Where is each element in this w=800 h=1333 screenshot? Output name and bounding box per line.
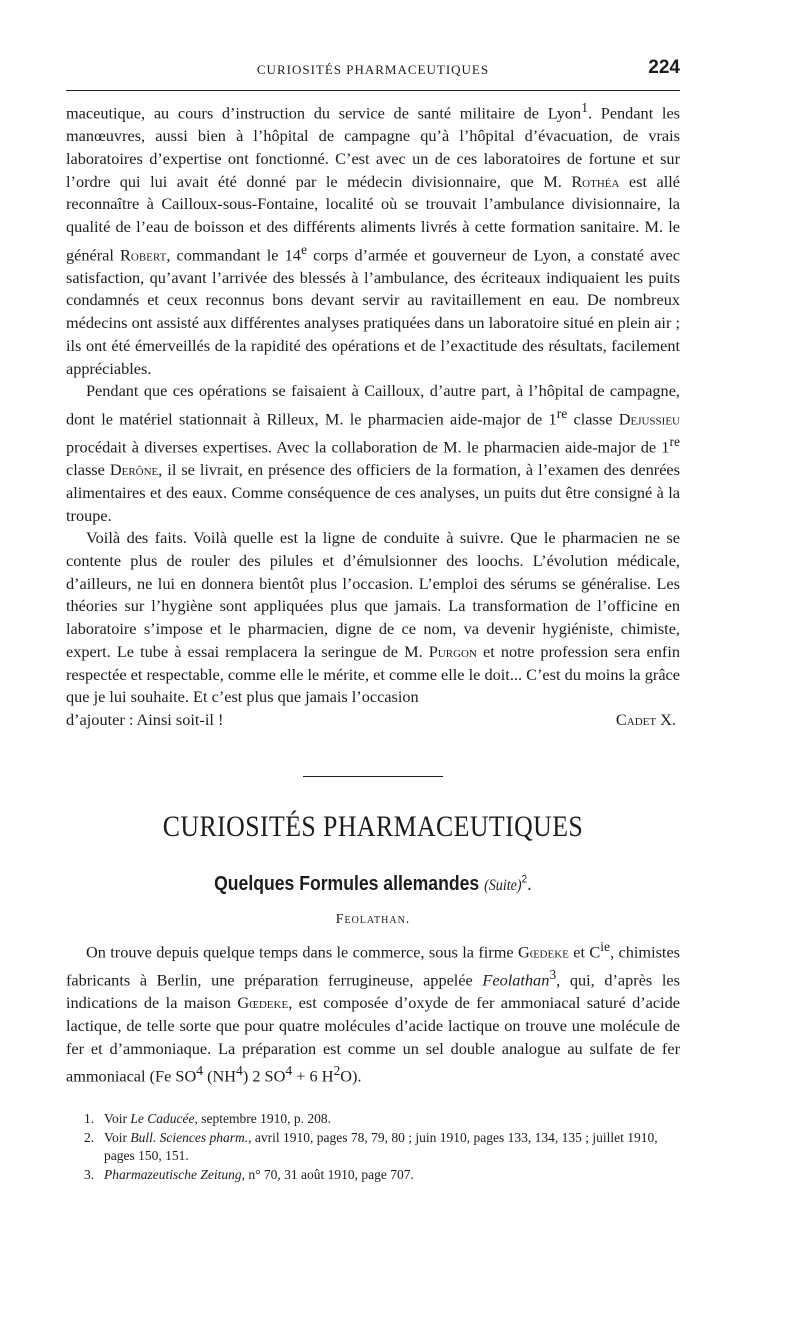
page-number: 224 (648, 57, 680, 78)
person-name: Derône (109, 460, 159, 480)
formula-heading: Feolathan. (335, 912, 411, 927)
article-continuation (66, 97, 680, 732)
formula-text (66, 936, 680, 1088)
running-title: CURIOSITÉS PHARMACEUTIQUES (256, 62, 490, 77)
text-run: Voilà des faits. Voilà quelle est la ligne de conduite à suivre. Que le pharmacien ne se contente plus de rouler des pilules et d’émulsionner des loochs. L’évolution médicale, d’ailleurs, ne lui en donnera bientôt plus l’occasion. L’emploi des sérums se généralise. Les théories sur l’hygiène sont appliquées plus que jamais. La transformation de l’officine en laboratoire s’impose et le pharmacien, digne de ce nom, va devenir hygiéniste, chimiste, expert. Le tube à essai remplacera la seringue de M. (66, 528, 680, 661)
text-run: , septembre 1910, p. 208. (194, 1111, 331, 1126)
running-header (66, 56, 680, 91)
superscript: 4 (196, 1063, 204, 1079)
text-run: (NH (203, 1066, 237, 1086)
person-name: Robert (120, 245, 167, 265)
footnote-ref: 3 (549, 967, 557, 983)
text-run: , il se livrait, en présence des officiers de la formation, à l’examen des denrées alimentaires et des eaux. Comme conséquence de ces analyses, un puits dut être consigné à la troupe. (66, 460, 680, 525)
suite-label: (Suite) (484, 877, 522, 894)
text-run: Voir (104, 1129, 131, 1145)
text-run: maceutique, au cours d’instruction du service de santé militaire de Lyon (66, 103, 582, 123)
superscript: 4 (285, 1063, 293, 1079)
section-title: CURIOSITÉS PHARMACEUTIQUES (162, 810, 584, 843)
text-run: + 6 H (292, 1066, 334, 1086)
footnote (66, 1166, 680, 1185)
paragraph (66, 97, 680, 380)
subsection-title (103, 873, 643, 896)
text-run: , qui, d’après les indications de la maison (66, 970, 680, 1013)
text-run: classe (567, 409, 619, 429)
text-run: On trouve depuis quelque temps dans le commerce, sous la firme (86, 942, 518, 962)
superscript: re (669, 434, 680, 450)
person-name: Purgon (428, 641, 477, 661)
footnote-number: 1. (84, 1111, 95, 1126)
superscript: ie (600, 939, 611, 954)
company-name: Gœdeke (518, 942, 569, 962)
citation-title: Bull. Sciences pharm. (130, 1129, 249, 1145)
text-run: est allé reconnaître à Cailloux-sous-Fontaine, localité où se trouvait l’ambulance divisionnaire, la qualité de l’eau de boisson et des différents aliments livrés à cette formation sanitaire. M. le général (66, 171, 681, 265)
footnote (66, 1110, 680, 1129)
text-run: classe (66, 460, 110, 480)
footnotes (66, 1110, 680, 1184)
text-run: , chimistes fabricants à Berlin, une préparation ferrugineuse, appelée (66, 942, 681, 990)
signature-line (66, 709, 680, 732)
text-run: et notre profession sera enfin respectée et respectable, comme elle le mérite, et comme elle le doit... C’est du moins la grâce que je lui souhaite. Et c’est plus que jamais l’occasion (66, 641, 681, 707)
person-name: Rothéa (571, 171, 620, 191)
superscript: 4 (236, 1063, 243, 1079)
subsection-text: Quelques Formules allemandes (214, 873, 480, 895)
footnote-number: 3. (84, 1166, 95, 1182)
paragraph (66, 936, 680, 1088)
footnote (66, 1129, 680, 1166)
footnote-ref: 1 (581, 100, 588, 115)
text-run: Voir (104, 1111, 131, 1126)
paragraph (66, 380, 680, 527)
author-signature: Cadet X. (615, 709, 676, 729)
text-run: et C (568, 942, 601, 962)
citation-title: Le Caducée (130, 1111, 195, 1126)
closing-text: d’ajouter : Ainsi soit-il ! (66, 709, 224, 729)
text-run: , commandant le 14 (166, 245, 301, 265)
superscript: 2 (333, 1063, 341, 1079)
text-run: , est composée d’oxyde de fer ammoniacal saturé d’acide lactique, de telle sorte que pour quatre molécules d’acide lactique on trouve une molécule de fer et d’ammoniaque. La préparation est comme un sel double analogue au sulfate de fer ammoniacal (Fe SO (66, 993, 681, 1086)
paragraph (66, 527, 680, 709)
product-name: Feolathan (482, 970, 550, 990)
footnote-ref: 2 (521, 873, 527, 886)
superscript: re (556, 405, 568, 421)
section-divider (303, 776, 443, 777)
footnote-number: 2. (84, 1129, 95, 1145)
text-run: , n° 70, 31 août 1910, page 707. (241, 1166, 414, 1182)
text-run: corps d’armée et gouverneur de Lyon, a constaté avec satisfaction, qu’avant l’arrivée des blessés à l’ambulance, des écriteaux indiquaient les puits condamnés et ceux reconnus bons devant servir au ravitaillement en eau. De nombreux médecins ont assisté aux différentes analyses pratiquées dans un laboratoire situé en plein air ; ils ont été émerveillés de la rapidité des opérations et de l’exactitude des résultats, facilement appréciables. (66, 245, 680, 378)
company-name: Gœdeke (237, 993, 289, 1013)
text-run: . Pendant les manœuvres, aussi bien à l’hôpital de campagne qu’à l’hôpital d’évacuation, de vrais laboratoires d’expertise ont fonctionné. C’est avec un de ces laboratoires de fortune et sur l’ordre qui lui avait été donné par le médecin divisionnaire, que M. (66, 103, 681, 191)
punctuation: . (527, 873, 532, 895)
text-run: , avril 1910, pages 78, 79, 80 ; juin 1910, pages 133, 134, 135 ; juillet 1910, pages 150, 151. (104, 1129, 658, 1163)
person-name: Dejussieu (618, 409, 680, 429)
text-run: procédait à diverses expertises. Avec la collaboration de M. le pharmacien aide-major de 1 (66, 437, 670, 457)
text-run: Pendant que ces opérations se faisaient à Cailloux, d’autre part, à l’hôpital de campagne, dont le matériel stationnait à Rilleux, M. le pharmacien aide-major de 1 (66, 381, 680, 429)
text-run: ) 2 SO (242, 1066, 286, 1086)
text-run: O). (340, 1066, 362, 1086)
citation-title: Pharmazeutische Zeitung (104, 1166, 242, 1182)
superscript: e (300, 241, 307, 257)
